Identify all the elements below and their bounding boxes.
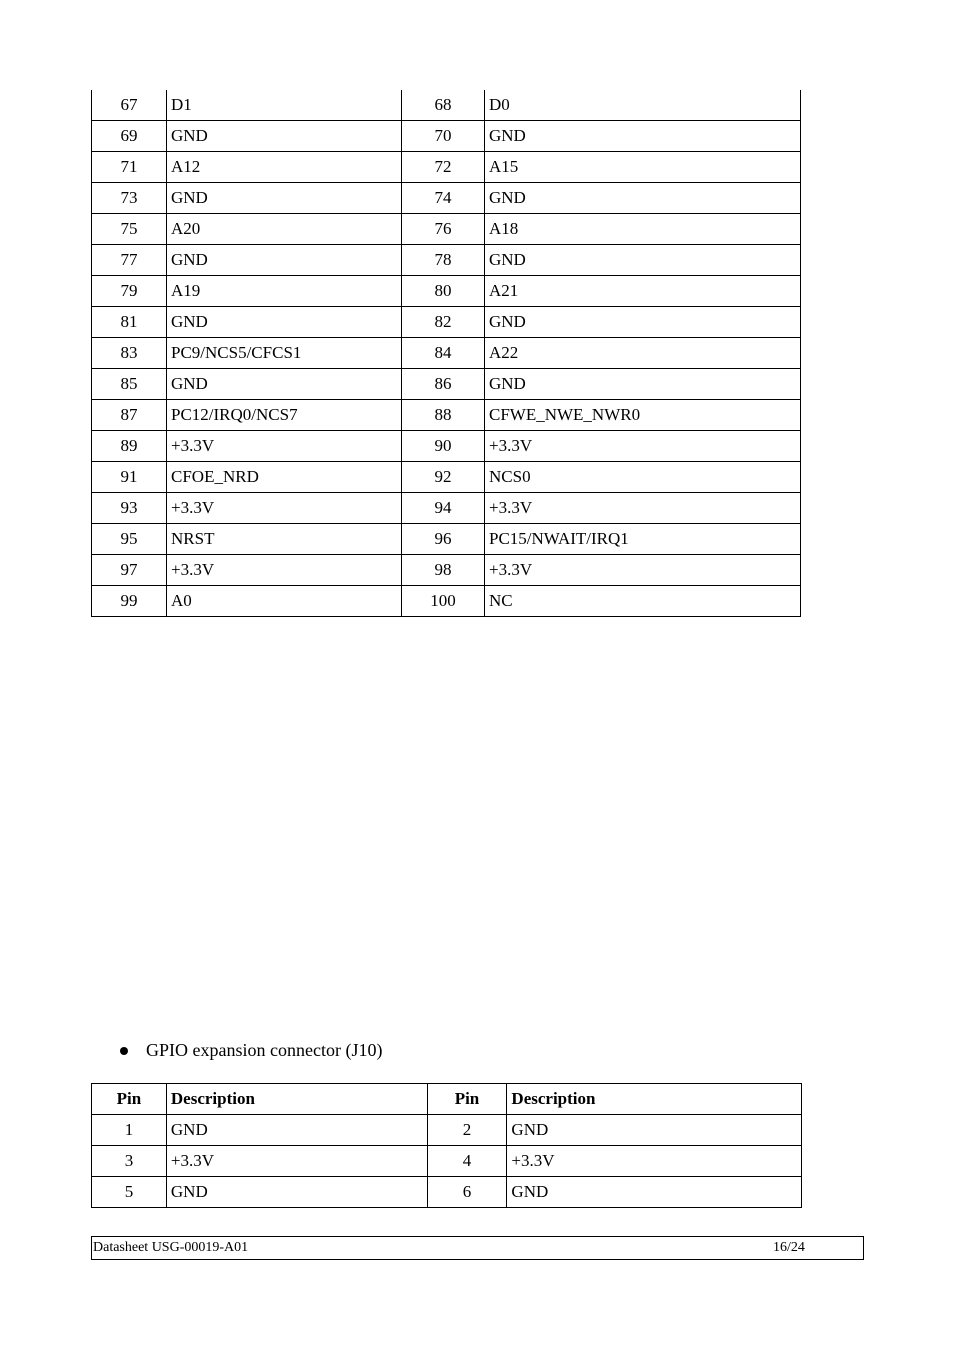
gpio-table xyxy=(91,1083,802,1208)
pin-description: GND xyxy=(507,1115,802,1146)
table-row xyxy=(92,1146,802,1177)
pin-table-top xyxy=(91,90,801,617)
pin-number: 4 xyxy=(427,1146,507,1177)
pin-description: GND xyxy=(485,183,801,214)
pin-description: GND xyxy=(167,245,402,276)
table-row xyxy=(92,369,801,400)
table-row xyxy=(92,1177,802,1208)
pin-number: 2 xyxy=(427,1115,507,1146)
pin-description: CFWE_NWE_NWR0 xyxy=(485,400,801,431)
section-bullet-text: GPIO expansion connector (J10) xyxy=(146,1040,383,1060)
pin-number: 93 xyxy=(92,493,167,524)
pin-description: +3.3V xyxy=(167,555,402,586)
pin-number: 74 xyxy=(402,183,485,214)
header-description: Description xyxy=(166,1084,427,1115)
pin-description: GND xyxy=(167,369,402,400)
pin-number: 99 xyxy=(92,586,167,617)
footer-page-number: 16/24 xyxy=(773,1240,805,1255)
pin-number: 97 xyxy=(92,555,167,586)
table-row xyxy=(92,555,801,586)
table-header-row xyxy=(92,1084,802,1115)
pin-description: +3.3V xyxy=(166,1146,427,1177)
table-row xyxy=(92,90,801,121)
pin-description: +3.3V xyxy=(485,555,801,586)
pin-description: A18 xyxy=(485,214,801,245)
pin-number: 72 xyxy=(402,152,485,183)
table-row xyxy=(92,121,801,152)
table-row xyxy=(92,183,801,214)
pin-description: +3.3V xyxy=(485,431,801,462)
pin-description: GND xyxy=(507,1177,802,1208)
pin-number: 67 xyxy=(92,90,167,121)
pin-number: 81 xyxy=(92,307,167,338)
table-row xyxy=(92,493,801,524)
pin-number: 86 xyxy=(402,369,485,400)
pin-number: 87 xyxy=(92,400,167,431)
table-row xyxy=(92,462,801,493)
pin-description: D1 xyxy=(167,90,402,121)
pin-description: NC xyxy=(485,586,801,617)
table-row xyxy=(92,338,801,369)
pin-description: A21 xyxy=(485,276,801,307)
pin-description: GND xyxy=(167,307,402,338)
table-row xyxy=(92,586,801,617)
pin-description: NCS0 xyxy=(485,462,801,493)
pin-description: GND xyxy=(485,369,801,400)
pin-table-top-body xyxy=(92,90,801,617)
pin-number: 69 xyxy=(92,121,167,152)
pin-description: GND xyxy=(485,121,801,152)
pin-description: CFOE_NRD xyxy=(167,462,402,493)
pin-number: 95 xyxy=(92,524,167,555)
pin-description: GND xyxy=(166,1177,427,1208)
pin-number: 3 xyxy=(92,1146,167,1177)
pin-number: 85 xyxy=(92,369,167,400)
pin-number: 79 xyxy=(92,276,167,307)
table-row xyxy=(92,431,801,462)
pin-description: +3.3V xyxy=(167,493,402,524)
gpio-table-body xyxy=(92,1115,802,1208)
header-pin: Pin xyxy=(427,1084,507,1115)
pin-number: 91 xyxy=(92,462,167,493)
section-bullet xyxy=(120,1038,382,1062)
page-footer xyxy=(91,1236,864,1260)
pin-number: 83 xyxy=(92,338,167,369)
pin-description: A22 xyxy=(485,338,801,369)
pin-number: 75 xyxy=(92,214,167,245)
pin-number: 89 xyxy=(92,431,167,462)
table-row xyxy=(92,245,801,276)
pin-number: 96 xyxy=(402,524,485,555)
table-row xyxy=(92,276,801,307)
table-row xyxy=(92,524,801,555)
pin-number: 1 xyxy=(92,1115,167,1146)
pin-description: GND xyxy=(485,307,801,338)
pin-number: 100 xyxy=(402,586,485,617)
pin-description: GND xyxy=(485,245,801,276)
pin-description: +3.3V xyxy=(485,493,801,524)
pin-number: 92 xyxy=(402,462,485,493)
pin-description: +3.3V xyxy=(167,431,402,462)
pin-number: 80 xyxy=(402,276,485,307)
pin-number: 94 xyxy=(402,493,485,524)
pin-number: 77 xyxy=(92,245,167,276)
pin-description: PC12/IRQ0/NCS7 xyxy=(167,400,402,431)
pin-number: 84 xyxy=(402,338,485,369)
pin-description: PC9/NCS5/CFCS1 xyxy=(167,338,402,369)
footer-doc-id: Datasheet USG-00019-A01 xyxy=(93,1240,249,1255)
pin-number: 78 xyxy=(402,245,485,276)
pin-description: PC15/NWAIT/IRQ1 xyxy=(485,524,801,555)
table-row xyxy=(92,400,801,431)
pin-number: 70 xyxy=(402,121,485,152)
pin-description: A15 xyxy=(485,152,801,183)
pin-description: GND xyxy=(167,183,402,214)
bullet-dot-icon xyxy=(120,1047,128,1055)
pin-number: 68 xyxy=(402,90,485,121)
pin-description: A12 xyxy=(167,152,402,183)
pin-number: 76 xyxy=(402,214,485,245)
pin-description: +3.3V xyxy=(507,1146,802,1177)
pin-number: 88 xyxy=(402,400,485,431)
pin-number: 82 xyxy=(402,307,485,338)
table-row xyxy=(92,307,801,338)
table-row xyxy=(92,214,801,245)
pin-number: 98 xyxy=(402,555,485,586)
pin-description: GND xyxy=(166,1115,427,1146)
table-row xyxy=(92,152,801,183)
pin-number: 71 xyxy=(92,152,167,183)
pin-description: A20 xyxy=(167,214,402,245)
pin-description: D0 xyxy=(485,90,801,121)
pin-description: A0 xyxy=(167,586,402,617)
header-pin: Pin xyxy=(92,1084,167,1115)
pin-number: 73 xyxy=(92,183,167,214)
pin-description: NRST xyxy=(167,524,402,555)
pin-number: 5 xyxy=(92,1177,167,1208)
pin-number: 90 xyxy=(402,431,485,462)
header-description: Description xyxy=(507,1084,802,1115)
pin-description: A19 xyxy=(167,276,402,307)
table-row xyxy=(92,1115,802,1146)
pin-description: GND xyxy=(167,121,402,152)
pin-number: 6 xyxy=(427,1177,507,1208)
